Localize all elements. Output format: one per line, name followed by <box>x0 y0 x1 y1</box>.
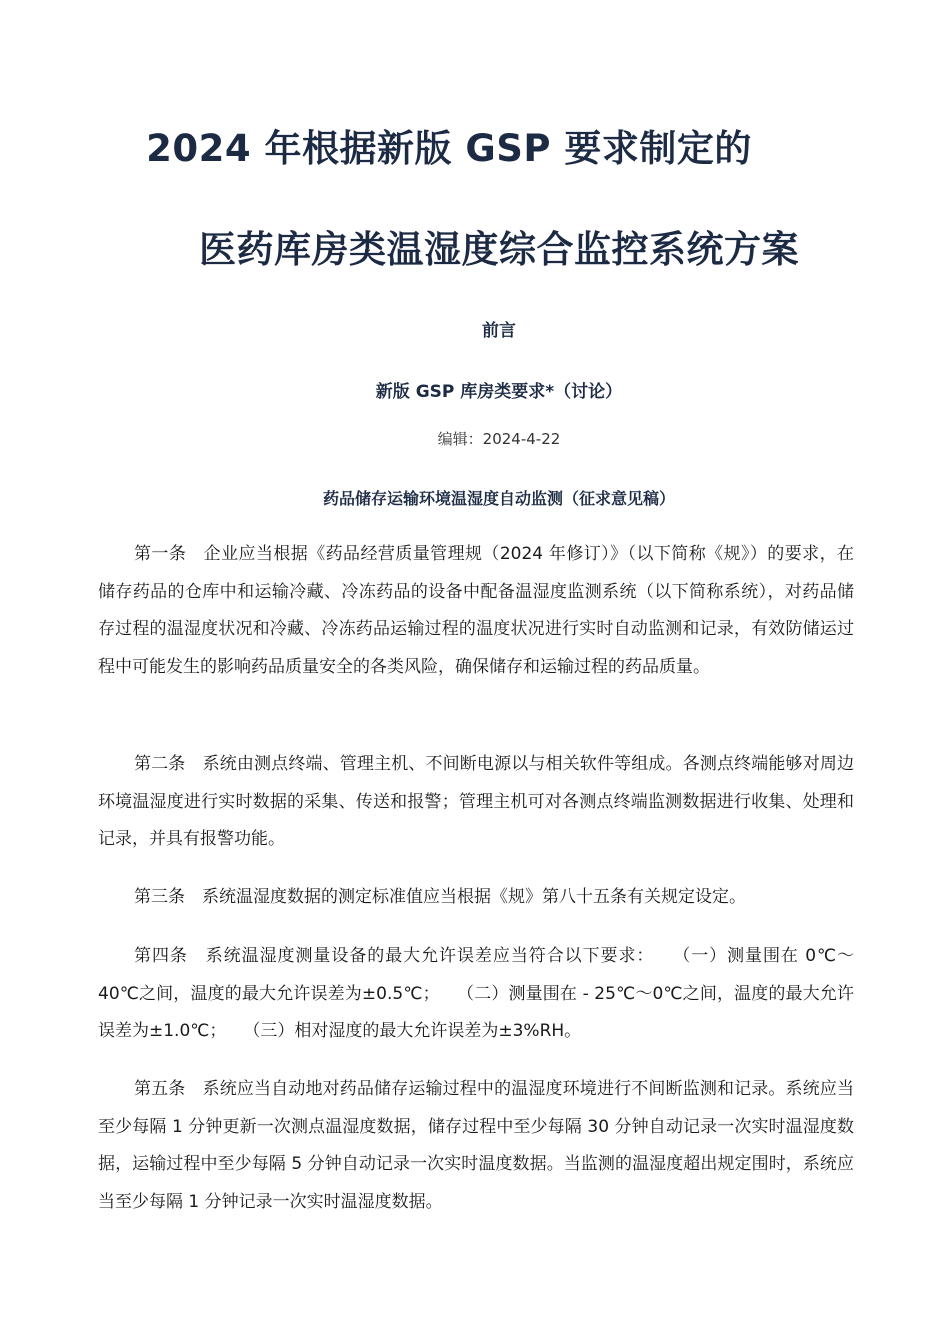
article-5-paragraph: 第五条 系统应当自动地对药品储存运输过程中的温湿度环境进行不间断监测和记录。系统应当至少每隔 1 分钟更新一次测点温湿度数据，储存过程中至少每隔 30 分钟自动记录一次实时温湿度数据，运输过程中至少每隔 5 分钟自动记录一次实时温度数据。当监测的温湿度超出规定围时，系统应当至少每隔 1 分钟记录一次实时温湿度数据。 <box>98 1079 854 1212</box>
article-2-paragraph: 第二条 系统由测点终端、管理主机、不间断电源以与相关软件等组成。各测点终端能够对周边环境温湿度进行实时数据的采集、传送和报警；管理主机可对各测点终端监测数据进行收集、处理和记录，并具有报警功能。 <box>98 754 854 849</box>
section-title: 药品储存运输环境温湿度自动监测（征求意见稿） <box>322 489 675 508</box>
subtitle-heading: 新版 GSP 库房类要求*（讨论） <box>375 382 623 402</box>
article-1-paragraph: 第一条 企业应当根据《药品经营质量管理规（2024 年修订）》（以下简称《规》）的要求，在储存药品的仓库中和运输冷藏、冷冻药品的设备中配备温湿度监测系统（以下简称系统），对药品储存过程的温湿度状况和冷藏、冷冻药品运输过程的温度状况进行实时自动监测和记录，有效防储运过程中可能发生的影响药品质量安全的各类风险，确保储存和运输过程的药品质量。 <box>98 544 854 677</box>
document-title-line-2: 医药库房类温湿度综合监控系统方案 <box>199 228 799 271</box>
edit-date: 编辑：2024-4-22 <box>437 430 561 448</box>
preface-heading: 前言 <box>482 321 516 341</box>
article-4-paragraph: 第四条 系统温湿度测量设备的最大允许误差应当符合以下要求： （一）测量围在 0℃～40℃之间，温度的最大允许误差为±0.5℃； （二）测量围在 - 25℃～0℃之间，温度的最大允许误差为±1.0℃； （三）相对湿度的最大允许误差为±3%RH。 <box>98 946 854 1041</box>
article-3-paragraph: 第三条 系统温湿度数据的测定标准值应当根据《规》第八十五条有关规定设定。 <box>134 887 746 907</box>
document-title-line-1: 2024 年根据新版 GSP 要求制定的 <box>146 127 752 170</box>
